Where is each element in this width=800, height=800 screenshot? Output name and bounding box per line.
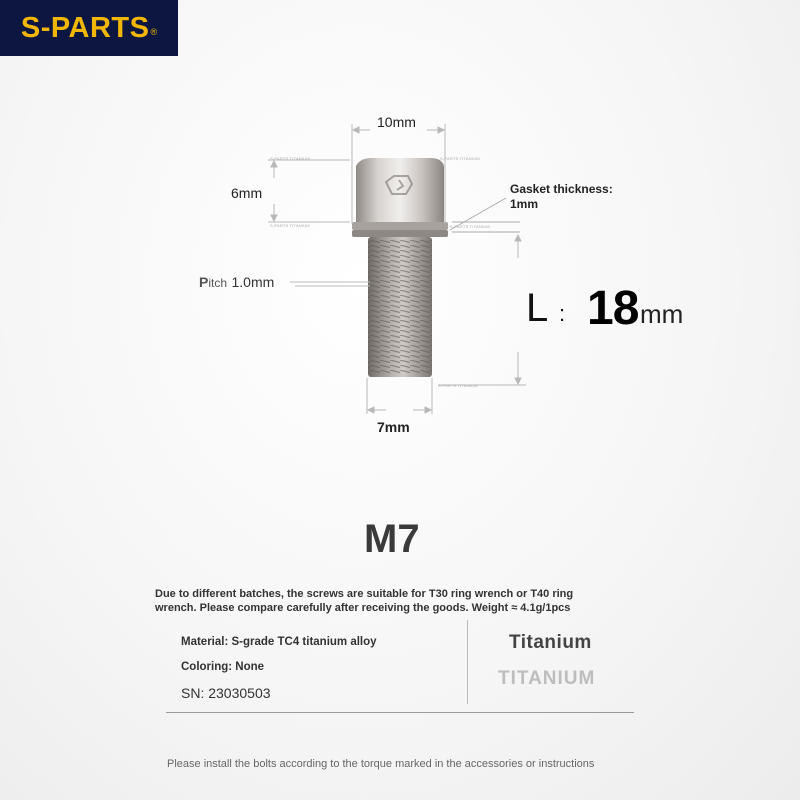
spec-divider [467,620,468,704]
thread-diameter-label: 7mm [377,419,410,435]
length-dimension [438,235,526,385]
head-height-dimension [268,160,350,222]
material-spec: Material: S-grade TC4 titanium alloy [181,636,377,648]
install-footer-note: Please install the bolts according to the torque marked in the accessories or instructions [167,758,595,770]
gasket-label [510,182,613,212]
finish-name-caps: TITANIUM [498,668,596,689]
compatibility-note: Due to different batches, the screws are suitable for T30 ring wrench or T40 ring wrench. Please compare carefully after receiving the goods. Weight ≈ 4.1g/1pcs [155,588,574,614]
length-value: 18 [587,282,639,335]
head-diameter-label: 10mm [377,114,416,130]
head-height-label: 6mm [231,185,263,201]
pitch-p: P [199,274,209,290]
watermark-mid-left: S-PARTS TITANIUM [270,223,310,228]
logo-text: S-PARTS [20,11,150,44]
watermark-mid-right: S-PARTS TITANIUM [450,224,490,229]
registered-mark: ® [150,27,158,37]
gasket-label-line1: Gasket thickness: [510,182,613,196]
length-colon: : [559,301,566,326]
watermark-bottom: S-PARTS TITANIUM [438,383,478,388]
model-title: M7 [364,517,420,561]
watermark-top: S-PARTS TITANIUM [270,156,310,161]
thread-diameter-dimension [367,378,432,414]
bolt-head [356,158,444,222]
watermark-top-right: S-PARTS TITANIUM [440,156,480,161]
bolt-gasket [352,222,448,230]
spec-bottom-rule [166,712,634,713]
length-letter: L [526,286,549,330]
pitch-itch: itch [208,276,228,290]
coloring-spec: Coloring: None [181,661,265,673]
serial-number: SN: 23030503 [181,685,271,701]
length-unit: mm [640,299,684,329]
pitch-label [199,274,274,292]
gasket-label-line2: 1mm [510,197,539,211]
finish-name: Titanium [509,632,592,653]
pitch-value: 1.0mm [231,274,275,290]
pitch-leader-line [290,282,370,286]
